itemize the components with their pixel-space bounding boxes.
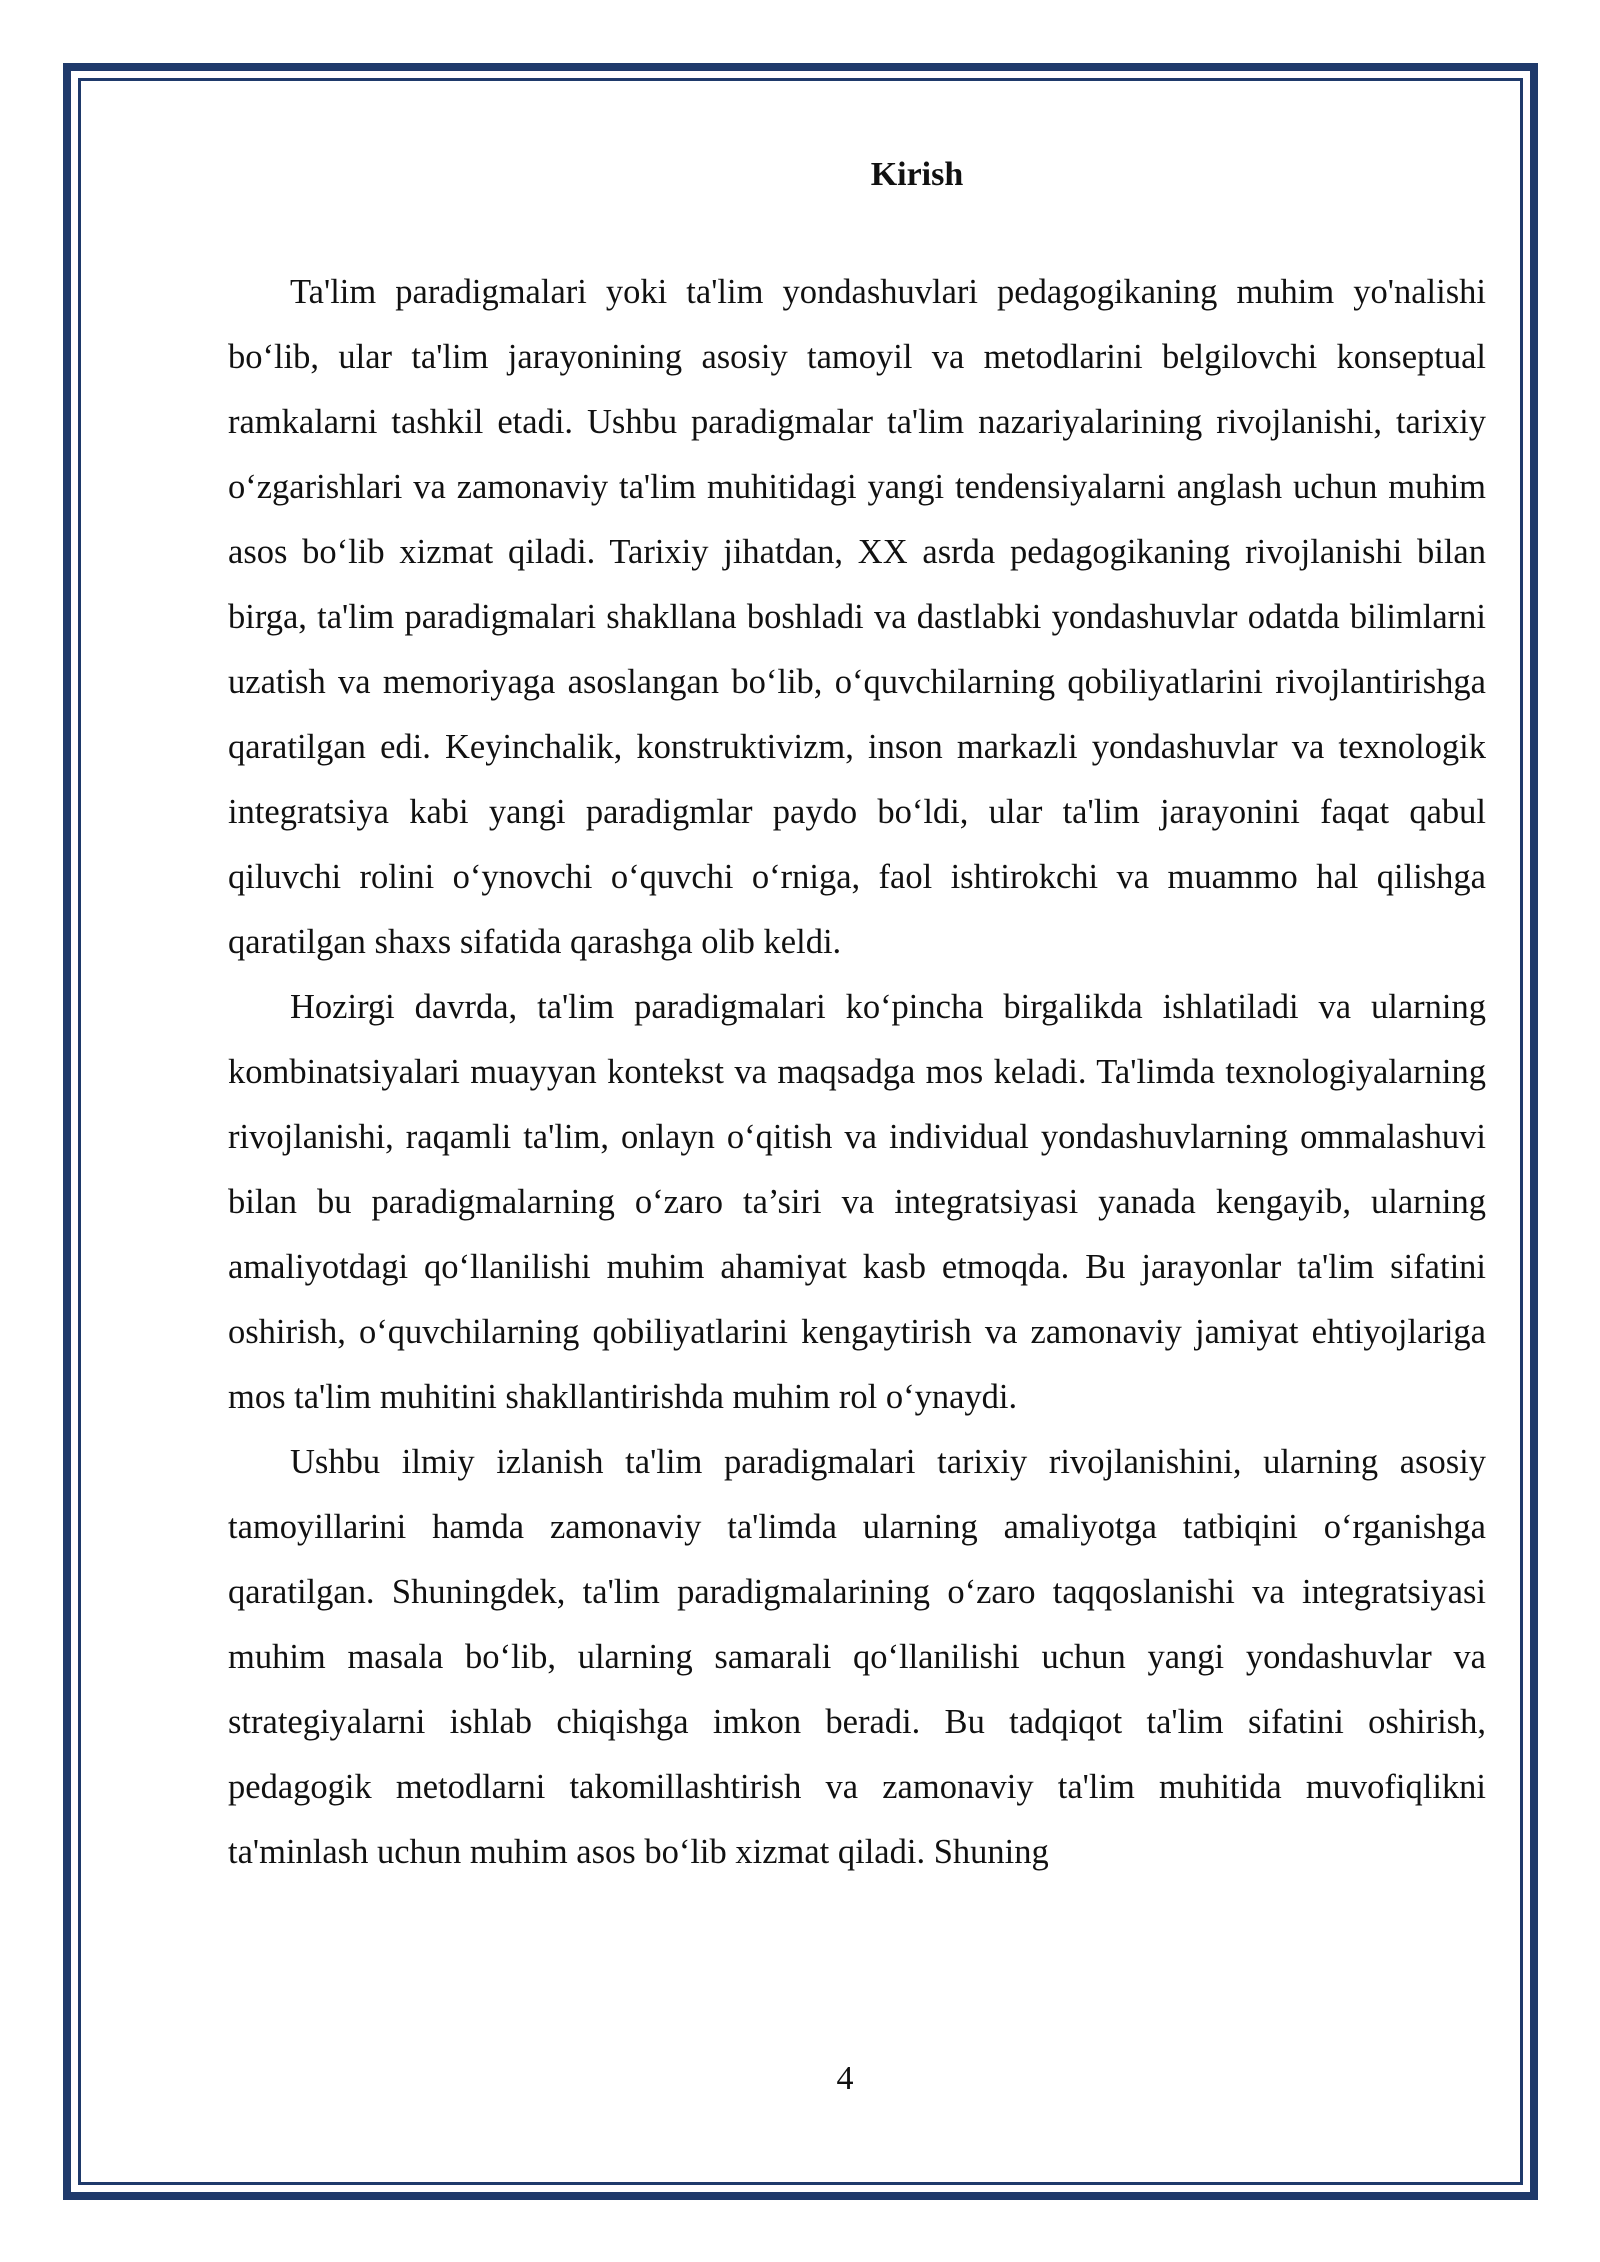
paragraph-1: Ta'lim paradigmalari yoki ta'lim yondashuvlari pedagogikaning muhim yo'nalishi bo‘lib, ular ta'lim jarayonining asosiy tamoyil va metodlarini belgilovchi konseptual ramkalarni tashkil etadi. Ushbu paradigmalar ta'lim nazariyalarining rivojlanishi, tarixiy o‘zgarishlari va zamonaviy ta'lim muhitidagi yangi tendensiyalarni anglash uchun muhim asos bo‘lib xizmat qiladi. Tarixiy jihatdan, XX asrda pedagogikaning rivojlanishi bilan birga, ta'lim paradigmalari shakllana boshladi va dastlabki yondashuvlar odatda bilimlarni uzatish va memoriyaga asoslangan bo‘lib, o‘quvchilarning qobiliyatlarini rivojlantirishga qaratilgan edi. Keyinchalik, konstruktivizm, inson markazli yondashuvlar va texnologik integratsiya kabi yangi paradigmlar paydo bo‘ldi, ular ta'lim jarayonini faqat qabul qiluvchi rolini o‘ynovchi o‘quvchi o‘rniga, faol ishtirokchi va muammo hal qilishga qaratilgan shaxs sifatida qarashga olib keldi. <box>228 273 1486 961</box>
page-number: 4 <box>836 2060 854 2097</box>
section-title: Kirish <box>870 156 964 193</box>
paragraph-3: Ushbu ilmiy izlanish ta'lim paradigmalari tarixiy rivojlanishini, ularning asosiy tamoyillarini hamda zamonaviy ta'limda ularning amaliyotga tatbiqini o‘rganishga qaratilgan. Shuningdek, ta'lim paradigmalarining o‘zaro taqqoslanishi va integratsiyasi muhim masala bo‘lib, ularning samarali qo‘llanilishi uchun yangi yondashuvlar va strategiyalarni ishlab chiqishga imkon beradi. Bu tadqiqot ta'lim sifatini oshirish, pedagogik metodlarni takomillashtirish va zamonaviy ta'lim muhitida muvofiqlikni ta'minlash uchun muhim asos bo‘lib xizmat qiladi. Shuning <box>228 1443 1486 1871</box>
document-body <box>228 150 1486 1885</box>
paragraph-2: Hozirgi davrda, ta'lim paradigmalari ko‘pincha birgalikda ishlatiladi va ularning kombinatsiyalari muayyan kontekst va maqsadga mos keladi. Ta'limda texnologiyalarning rivojlanishi, raqamli ta'lim, onlayn o‘qitish va individual yondashuvlarning ommalashuvi bilan bu paradigmalarning o‘zaro ta’siri va integratsiyasi yanada kengayib, ularning amaliyotdagi qo‘llanilishi muhim ahamiyat kasb etmoqda. Bu jarayonlar ta'lim sifatini oshirish, o‘quvchilarning qobiliyatlarini kengaytirish va zamonaviy jamiyat ehtiyojlariga mos ta'lim muhitini shakllantirishda muhim rol o‘ynaydi. <box>228 988 1486 1416</box>
